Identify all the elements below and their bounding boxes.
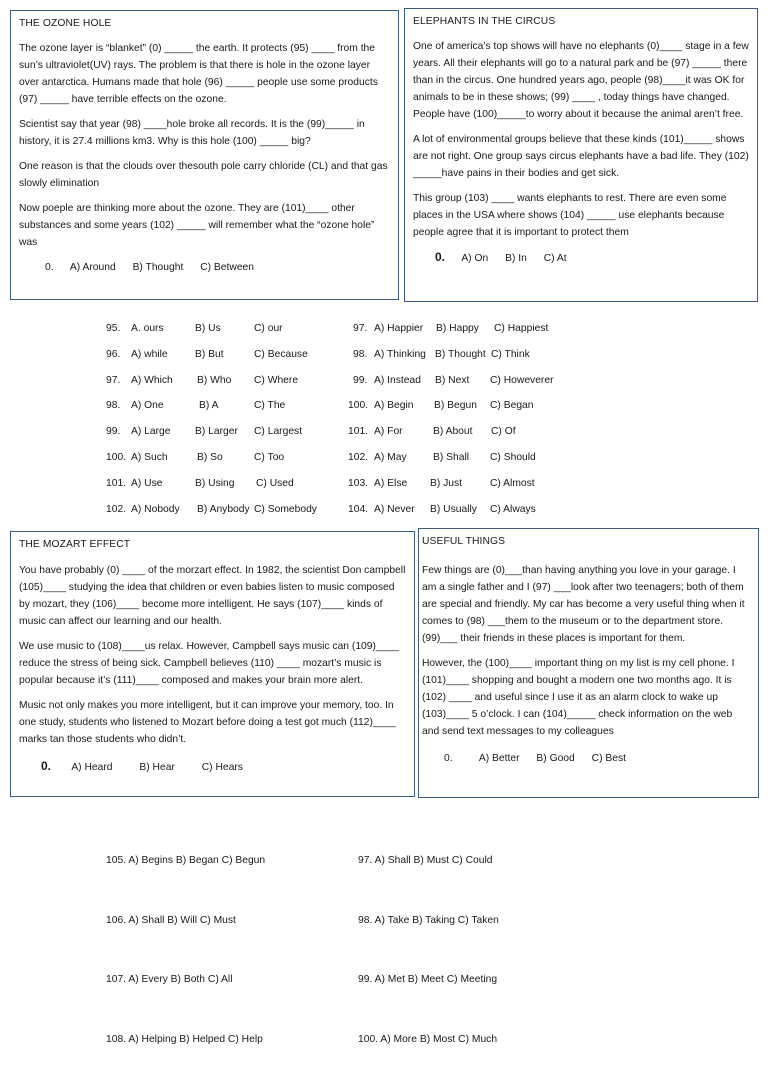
- mozart-title: THE MOZART EFFECT: [19, 539, 131, 550]
- option-row: 100. A) Begin B) Begun C) Began: [348, 400, 534, 412]
- elephants-circus-box: [404, 8, 758, 302]
- ozone-paragraph: The ozone layer is “blanket” (0) _____ the earth. It protects (95) ____ from the sun’s ultraviolet(UV) rays. The problem is that there is hole in the ozone layer over antarctica. Humans made that hole (96) _____ people use some products (97) _____ have terrible effects on the ozone.: [19, 43, 378, 105]
- example-option: A) Heard: [71, 762, 113, 773]
- example-number: 0.: [444, 753, 453, 764]
- option-row: 106. A) Shall B) Will C) Must: [106, 914, 236, 926]
- ozone-paragraph: Scientist say that year (98) ____hole broke all records. It is the (99)_____ in history, it is 27.4 millions km3. Why is this hole (100) _____ big?: [19, 119, 365, 147]
- example-option: C) Between: [200, 262, 255, 273]
- option-row: 96. A) while B) But C) Because: [106, 348, 308, 360]
- elephants-paragraph: One of america’s top shows will have no elephants (0)____ stage in a few years. All their elephants will go to a natural park and be (97) _____ there than in the circus. One hundred years ago, people (98)____it was OK for animals to be in these shows; (99) ____ , today things have changed. People have (100)_____to worry about it because the animal aren’t free.: [413, 41, 749, 120]
- example-number: 0.: [435, 250, 446, 264]
- option-row: 99. A) Large B) Larger C) Largest: [106, 426, 303, 438]
- option-row: 99. A) Met B) Meet C) Meeting: [358, 974, 498, 986]
- mozart-options-list: [106, 818, 346, 1073]
- example-option: B) Hear: [139, 762, 175, 773]
- example-option: B) Thought: [132, 262, 184, 273]
- useful-options-list: [358, 818, 598, 1073]
- example-number: 0.: [45, 262, 54, 273]
- example-number: 0.: [41, 759, 52, 773]
- ozone-paragraph: Now poeple are thinking more about the ozone. They are (101)____ other substances and some years (102) _____ will remember what the “ozone hole” was: [19, 203, 375, 248]
- option-row: 98. A) Thinking B) Thought C) Think: [353, 348, 530, 360]
- option-row: 105. A) Begins B) Began C) Begun: [106, 855, 266, 866]
- option-row: 101. A) Use B) Using C) Used: [106, 477, 294, 489]
- option-row: 98. A) Take B) Taking C) Taken: [358, 914, 499, 926]
- example-option: A) On: [461, 253, 489, 264]
- option-row: 99. A) Instead B) Next C) Howeverer: [353, 374, 554, 386]
- option-row: 98. A) One B) A C) The: [106, 400, 286, 412]
- mozart-effect-box: [10, 531, 415, 797]
- option-row: 103. A) Else B) Just C) Almost: [348, 477, 535, 489]
- mozart-paragraph: We use music to (108)____us relax. However, Campbell says music can (109)____ reduce the stress of being sick. Campbell believes (110) ____ mozart’s music is popular because it’s (111)____ composed and makes your brain more alert.: [19, 641, 399, 686]
- example-option: B) Good: [536, 753, 575, 764]
- useful-example: [444, 750, 750, 767]
- useful-things-box: [418, 528, 759, 798]
- example-option: B) In: [505, 253, 527, 264]
- mozart-paragraph: Music not only makes you more intelligent, but it can improve your memory, too. In one study, students who listened to Mozart before doing a test got much (112)____ marks tan those students who didn’t.: [19, 700, 396, 745]
- ozone-options-list: [106, 320, 346, 526]
- option-row: 101. A) For B) About C) Of: [348, 426, 516, 438]
- elephants-paragraph: A lot of environmental groups believe that these kinds (101)_____ shows are not right. One group says circus elephants have a bad life. They (102) _____have pains in their bodies and get sick.: [413, 134, 749, 179]
- ozone-title: THE OZONE HOLE: [19, 18, 112, 29]
- elephants-paragraph: This group (103) ____ wants elephants to rest. There are even some places in the USA where shows (104) _____ use elephants because people agree that it is important to protect them: [413, 193, 727, 238]
- useful-paragraph: However, the (100)____ important thing on my list is my cell phone. I (101)____ shopping and bought a modern one two months ago. It is (102) ____ and useful since I use it as an alarm clock to wake up (103)____ 5 o’clock. I can (104)_____ check information on the web and send text messages to my colleagues: [422, 658, 735, 737]
- option-row: 100. A) More B) Most C) Much: [358, 1033, 498, 1045]
- option-row: 104. A) Never B) Usually C) Always: [348, 503, 536, 515]
- option-row: 97. A) Shall B) Must C) Could: [358, 855, 493, 866]
- ozone-paragraph: One reason is that the clouds over thesouth pole carry chloride (CL) and that gas slowly elimination: [19, 161, 388, 189]
- option-row: 97. A) Which B) Who C) Where: [106, 374, 299, 386]
- elephants-options-list: [348, 320, 613, 526]
- option-row: 102. A) Nobody B) Anybody C) Somebody: [106, 503, 317, 515]
- ozone-example: [45, 259, 390, 276]
- option-row: 107. A) Every B) Both C) All: [106, 974, 233, 986]
- option-row: 108. A) Helping B) Helped C) Help: [106, 1033, 263, 1045]
- option-row: 95. A. ours B) Us C) our: [106, 323, 283, 334]
- mozart-paragraph: You have probably (0) ____ of the morzart effect. In 1982, the scientist Don campbell (105)____ studying the idea that children or even babies listen to music composed by mozart, they (106)____ become more intelligent. He says (107)____ kinds of music can affect our learning and our health.: [19, 565, 406, 627]
- mozart-example: [41, 758, 406, 776]
- example-option: C) At: [543, 253, 567, 264]
- useful-paragraph: Few things are (0)___than having anything you love in your garage. I am a single father and I (97) ___look after two teenagers; both of them are special and friendly. My car has become a very useful thing when it comes to (98) ___them to the museum or to the department store. (99)___ their friends in these places is important for them.: [422, 565, 745, 644]
- example-option: A) Around: [69, 262, 116, 273]
- option-row: 100. A) Such B) So C) Too: [106, 451, 285, 463]
- elephants-title: ELEPHANTS IN THE CIRCUS: [413, 16, 556, 27]
- example-option: A) Better: [478, 753, 520, 764]
- option-row: 97. A) Happier B) Happy C) Happiest: [353, 323, 549, 334]
- example-option: C) Hears: [201, 762, 243, 773]
- ozone-hole-box: [10, 10, 399, 300]
- example-option: C) Best: [591, 753, 626, 764]
- option-row: 102. A) May B) Shall C) Should: [348, 451, 536, 463]
- useful-title: USEFUL THINGS: [422, 536, 506, 547]
- elephants-example: [435, 249, 749, 267]
